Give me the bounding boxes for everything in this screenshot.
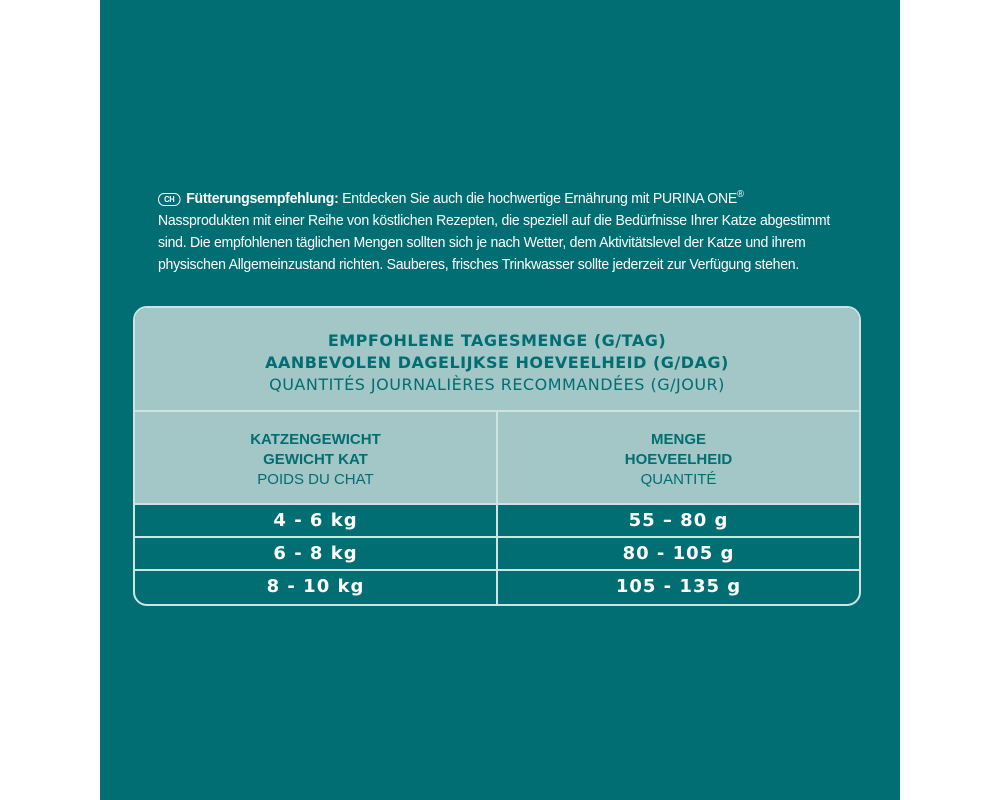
region-badge: CH [158,193,181,206]
packaging-panel [100,0,900,800]
feeding-table [133,306,861,606]
intro-text-part1: Entdecken Sie auch die hochwertige Ernährung mit PURINA ONE [338,190,737,207]
column-header-amount-fr: QUANTITÉ [640,471,717,488]
column-header-amount-de: MENGE [650,431,706,448]
column-header-weight [135,412,498,503]
table-column-headers [135,412,859,505]
column-header-weight-de: KATZENGEWICHT [250,431,381,448]
cell-weight: 8 - 10 kg [135,571,498,604]
column-header-weight-fr: POIDS DU CHAT [257,471,374,488]
table-title-de: EMPFOHLENE TAGESMENGE (G/TAG) [327,331,667,350]
table-title [135,308,859,412]
table-row [135,505,859,538]
table-title-fr: QUANTITÉS JOURNALIÈRES RECOMMANDÉES (G/JOUR) [269,375,725,394]
intro-text-part2: Nassprodukten mit einer Reihe von köstlichen Rezepten, die speziell auf die Bedürfnisse Ihrer Katze abgestimmt sind. Die empfohlenen täglichen Mengen sollten sich je nach Wetter, dem Aktivitätslevel der Katze und ihrem physischen Allgemeinzustand richten. Sauberes, frisches Trinkwasser sollte jederzeit zur Verfügung stehen. [158,212,831,273]
column-header-amount-nl: HOEVEELHEID [624,451,733,468]
feeding-recommendation-text [158,188,835,276]
cell-amount: 80 - 105 g [622,543,735,564]
cell-amount: 55 – 80 g [628,510,729,531]
table-title-nl: AANBEVOLEN DAGELIJKSE HOEVEELHEID (G/DAG) [265,353,729,372]
cell-amount: 105 - 135 g [615,576,742,597]
table-row [135,538,859,571]
cell-weight: 6 - 8 kg [135,538,498,569]
cell-weight: 4 - 6 kg [135,505,498,536]
registered-mark: ® [736,189,744,200]
table-row [135,571,859,604]
feeding-recommendation-lead: Fütterungsempfehlung: [186,190,339,207]
column-header-weight-nl: GEWICHT KAT [263,451,368,468]
column-header-amount [498,412,859,503]
